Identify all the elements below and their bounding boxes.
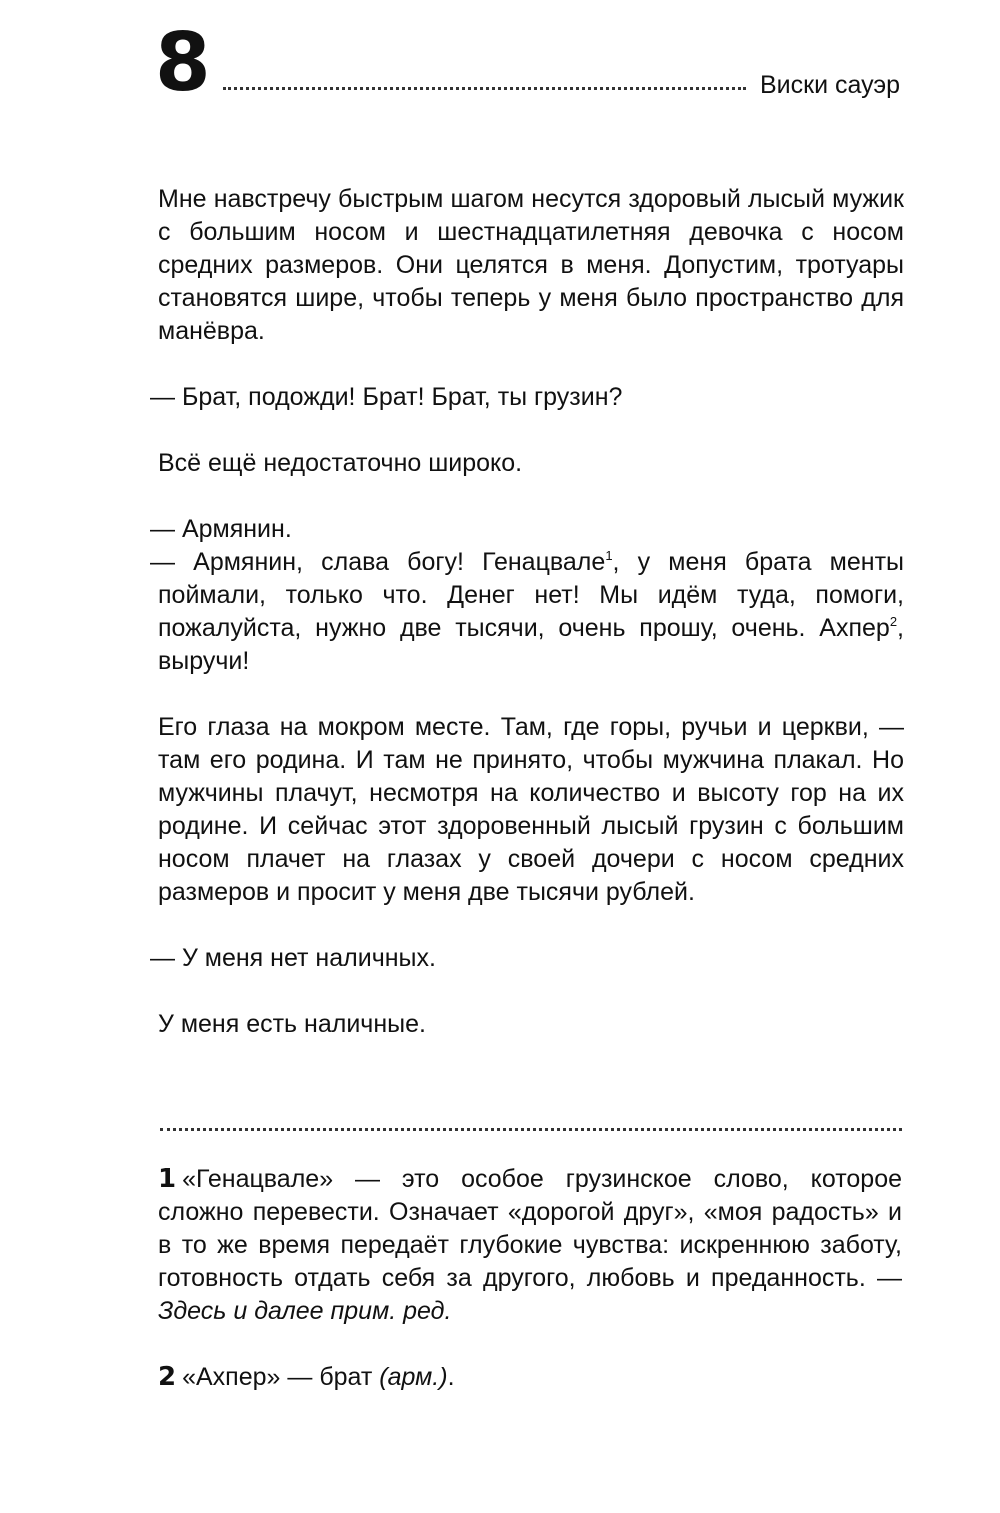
footnote-ref-2[interactable]: 2 — [889, 614, 898, 629]
footnote-2-tail: . — [447, 1363, 455, 1391]
footnote-2-text: «Ахпер» — брат — [182, 1363, 380, 1391]
dialog-line-3-part-a: — Армянин, слава богу! Генацвале — [150, 548, 606, 576]
footnote-1-mark: 1 — [158, 1164, 177, 1194]
page-header — [155, 16, 900, 109]
footnote-2 — [158, 1361, 902, 1394]
paragraph-1: Мне навстречу быстрым шагом несутся здоровый лысый мужик с большим носом и шестнадцатилетняя девочка с носом средних размеров. Они целятся в меня. Допустим, тротуары становятся шире, чтобы теперь у меня было пространство для манёвра. — [158, 185, 904, 345]
page-number: 8 — [155, 16, 209, 109]
paragraph-2: Всё ещё недостаточно широко. — [158, 449, 523, 477]
footnote-ref-1[interactable]: 1 — [605, 548, 613, 563]
footnotes — [158, 1163, 902, 1394]
footnote-divider — [160, 1128, 902, 1131]
footnote-1-italic: Здесь и далее прим. ред. — [158, 1297, 452, 1325]
footnote-1-text: «Генацвале» — это особое грузинское слово, которое сложно перевести. Означает «дорогой друг», «моя радость» и в то же время передаёт глубокие чувства: искреннюю заботу, готовность отдать себя за другого, любовь и преданность. — — [158, 1165, 902, 1292]
dialog-line-2: — Армянин. — [150, 515, 292, 543]
dialog-line-4: — У меня нет наличных. — [150, 944, 436, 972]
dialog-line-1: — Брат, подожди! Брат! Брат, ты грузин? — [150, 383, 623, 411]
running-title: Виски сауэр — [760, 71, 900, 99]
footnote-1 — [158, 1163, 902, 1328]
paragraph-3: Его глаза на мокром месте. Там, где горы, ручьи и церкви, — там его родина. И там не принято, чтобы мужчина плакал. Но мужчины плачут, несмотря на количество и высоту гор на их родине. И сейчас этот здоровенный лысый грузин с большим носом плачет на глазах у своей дочери с носом средних размеров и просит у меня две тысячи рублей. — [158, 713, 904, 906]
dialog-line-3 — [150, 546, 904, 678]
dialog-line-3-part-b: , у меня брата менты поймали, только что. Денег нет! Мы идём туда, помоги, пожалуйста, нужно две тысячи, очень прошу, очень. Ахпер — [158, 548, 904, 642]
dialog-line-3-part-c: , выручи! — [158, 614, 904, 675]
footnote-2-mark: 2 — [158, 1362, 177, 1392]
footnote-2-italic: (арм.) — [379, 1363, 448, 1391]
main-text — [150, 183, 904, 1041]
header-dot-leader — [223, 87, 746, 90]
paragraph-4: У меня есть наличные. — [158, 1010, 426, 1038]
